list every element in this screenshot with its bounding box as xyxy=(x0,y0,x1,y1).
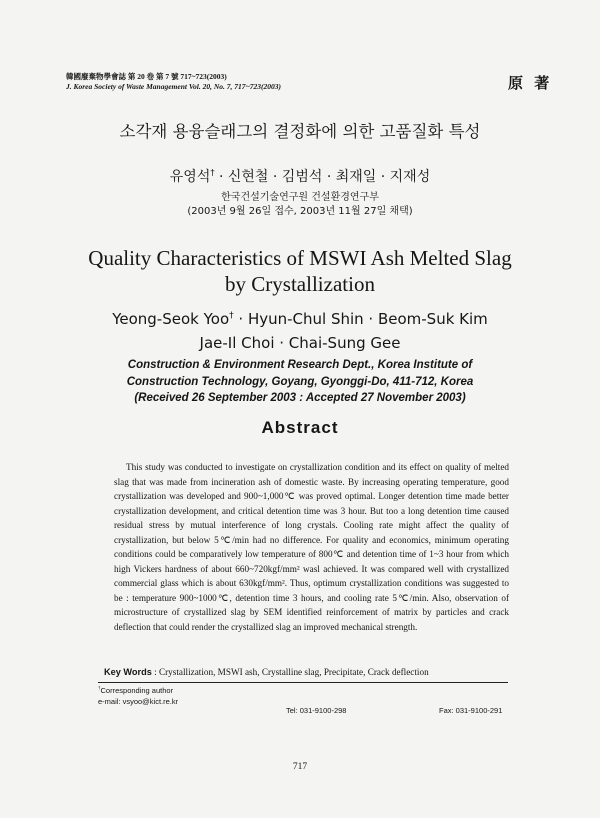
footnote-mark: † xyxy=(98,685,101,691)
journal-citation-korean: 韓國廢棄物學會誌 第 20 卷 第 7 號 717~723(2003) xyxy=(66,72,227,81)
english-title-line: Quality Characteristics of MSWI Ash Melted Slag xyxy=(88,246,512,270)
english-title-line: by Crystallization xyxy=(225,272,375,296)
received-accepted-dates: (Received 26 September 2003 : Accepted 27 November 2003) xyxy=(134,392,466,404)
corresponding-author-footnote xyxy=(98,686,178,707)
keywords-text: Crystallization, MSWI ash, Crystalline slag, Precipitate, Crack deflection xyxy=(158,667,429,677)
english-authors-line: Jae-Il Choi · Chai-Sung Gee xyxy=(199,334,401,352)
korean-first-author: 유영석 xyxy=(169,169,211,185)
keywords xyxy=(104,667,429,677)
article-type-label: 原 著 xyxy=(508,74,553,92)
affiliation-line: Construction & Environment Research Dept., Korea Institute of xyxy=(127,359,473,371)
korean-coauthors: · 신현철 · 김범석 · 최재일 · 지재성 xyxy=(214,169,431,185)
korean-title: 소각재 용융슬래그의 결정화에 의한 고품질화 특성 xyxy=(119,122,481,141)
corresponding-mark: † xyxy=(229,311,234,321)
footnote-label: Corresponding author xyxy=(100,686,174,695)
english-authors xyxy=(0,307,600,355)
korean-dates: (2003년 9월 26일 접수, 2003년 11월 27일 채택) xyxy=(187,206,413,217)
affiliation-line: Construction Technology, Goyang, Gyonggi-Do, 411-712, Korea xyxy=(126,375,474,388)
abstract-body: This study was conducted to investigate on crystallization condition and its effect on quality of melted slag that was made from incineration ash of domestic waste. By increasing operating temperature, good crystallization was developed and 900~1,000℃ was proved optimal. Longer detention time made better crystallization development, and critical detention time was 3 hour. But too a long detention time caused residual stress by mutual interference of long crystals. Cooling rate might affect the quality of crystallization, but below 5℃/min had no difference. For quality and economics, minimum operating conditions could be comparatively low temperature of 800℃ and detention time of 1~3 hour from which high Vickers hardness of about 660~720kgf/mm² wasl achieved. It was compared well with crystallized commercial glass which is about 630kgf/mm². Thus, optimum crystallization conditions was suggested to be : temperature 900~1000℃, detention time 3 hours, and cooling rate 5℃/min. Also, observation of microstructure of crystallized slag by SEM identified reinforcement of matrix by particles and crack deflection that could render the crystallized slag an improved mechanical strength. xyxy=(114,462,509,632)
journal-citation-english: J. Korea Society of Waste Management Vol. 20, No. 7, 717~723(2003) xyxy=(66,81,282,91)
journal-header xyxy=(66,72,281,91)
corresponding-mark: † xyxy=(210,167,215,178)
footnote-email: e-mail: vsyoo@kict.re.kr xyxy=(98,696,179,706)
english-first-author: Yeong-Seok Yoo xyxy=(112,310,230,328)
footnote-fax: Fax: 031-9100-291 xyxy=(439,706,503,715)
korean-affiliation: 한국건설기술연구원 건설환경연구부 xyxy=(221,192,379,203)
english-coauthors: · Hyun-Chul Shin · Beom-Suk Kim xyxy=(233,310,488,328)
keywords-separator: : xyxy=(151,667,159,677)
english-authors-line xyxy=(0,307,600,331)
abstract-heading: Abstract xyxy=(261,418,339,437)
keywords-label: Key Words xyxy=(104,667,152,677)
korean-affiliation-block xyxy=(0,191,600,219)
footnote-divider xyxy=(98,682,508,683)
page-number: 717 xyxy=(292,762,308,772)
english-title xyxy=(0,245,600,297)
footnote-tel: Tel: 031-9100-298 xyxy=(286,706,347,715)
english-affiliation xyxy=(0,357,600,407)
korean-authors xyxy=(0,166,600,186)
